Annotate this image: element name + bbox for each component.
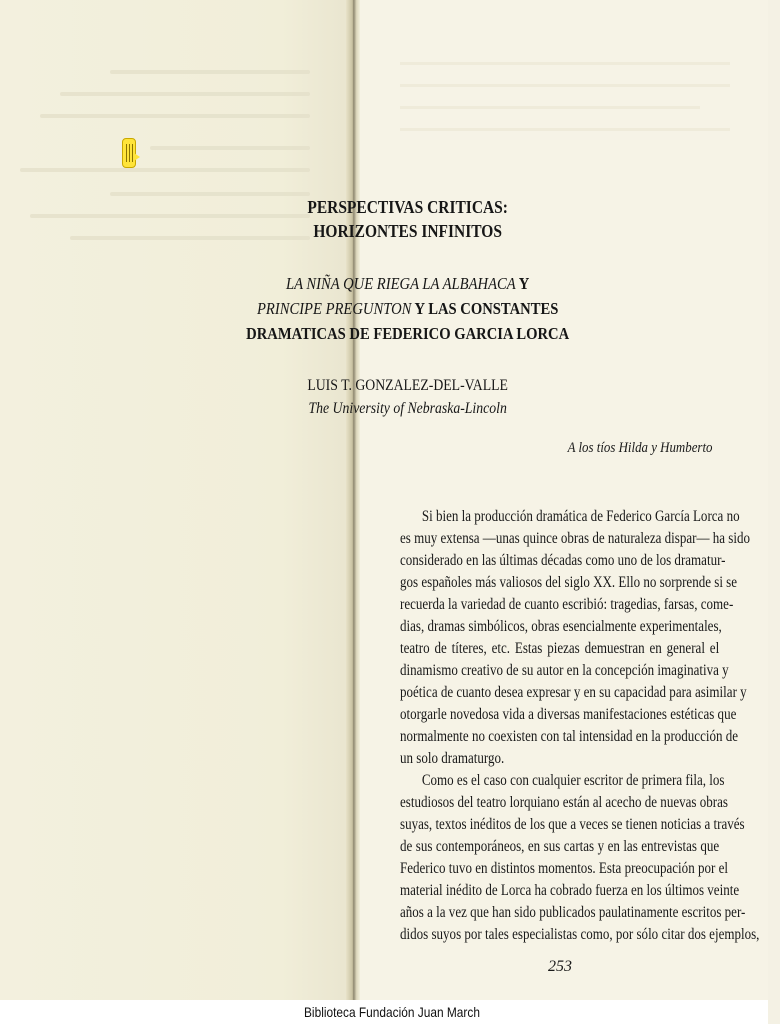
body-line: Federico tuvo en distintos momentos. Esta preocupación por el	[400, 860, 728, 877]
article-title-rest: Y LAS CONSTANTES	[411, 299, 559, 318]
body-line: estudiosos del teatro lorquiano están al acecho de nuevas obras	[400, 794, 728, 811]
bleed-through-line	[150, 146, 310, 150]
body-line: Si bien la producción dramática de Federico García Lorca no	[421, 508, 740, 525]
article-title-line-2	[77, 298, 737, 320]
dedication: A los tíos Hilda y Humberto	[567, 440, 712, 456]
body-line: considerado en las últimas décadas como uno de los dramatur-	[400, 552, 726, 569]
author-affiliation: The University of Nebraska-Lincoln	[308, 400, 507, 417]
body-line: teatro de títeres, etc. Estas piezas demuestran en general el	[400, 640, 720, 657]
section-title-line-2: HORIZONTES INFINITOS	[313, 221, 502, 241]
bleed-through-line	[20, 168, 310, 172]
bleed-through-line	[40, 114, 310, 118]
body-line: gos españoles más valiosos del siglo XX. Ello no sorprende si se	[400, 574, 738, 591]
bleed-through-line	[110, 70, 310, 74]
author-name: LUIS T. GONZALEZ-DEL-VALLE	[307, 377, 508, 394]
article-title-line-3: DRAMATICAS DE FEDERICO GARCIA LORCA	[246, 324, 570, 343]
article-title-rest: Y	[515, 274, 530, 293]
body-line: poética de cuanto desea expresar y en su capacidad para asimilar y	[400, 684, 747, 701]
body-line: suyas, textos inéditos de los que a veces se tienen noticias a través	[400, 816, 745, 833]
book-gutter	[346, 0, 360, 1000]
article-title-italic: LA NIÑA QUE RIEGA LA ALBAHACA	[285, 274, 516, 293]
left-page	[0, 0, 352, 1000]
body-line: dinamismo creativo de su autor en la concepción imaginativa y	[400, 662, 729, 679]
article-title-italic: PRINCIPE PREGUNTON	[256, 299, 412, 318]
body-line: es muy extensa —unas quince obras de naturaleza dispar— ha sido	[400, 530, 750, 547]
bleed-through-line	[60, 92, 310, 96]
bleed-through-line	[400, 62, 730, 65]
article-title-line-1	[77, 273, 737, 295]
body-line: material inédito de Lorca ha cobrado fuerza en los últimos veinte	[400, 882, 740, 899]
body-line: de sus contemporáneos, en sus cartas y en las entrevistas que	[400, 838, 720, 855]
bleed-through-line	[400, 128, 730, 131]
section-title-line-1: PERSPECTIVAS CRITICAS:	[307, 197, 508, 217]
body-line: años a la vez que han sido publicados paulatinamente escritos per-	[400, 904, 746, 921]
body-line: didos suyos por tales especialistas como, por sólo citar dos ejemplos,	[400, 926, 760, 943]
body-line: normalmente no coexisten con tal intensidad en la producción de	[400, 728, 739, 745]
bleed-through-line	[400, 84, 730, 87]
body-line: dias, dramas simbólicos, obras esencialmente experimentales,	[400, 618, 722, 635]
page-number: 253	[548, 958, 572, 975]
bleed-through-line	[400, 106, 700, 109]
body-line: Como es el caso con cualquier escritor de primera fila, los	[421, 772, 725, 789]
body-line: recuerda la variedad de cuanto escribió: tragedias, farsas, come-	[400, 596, 734, 613]
body-line: un solo dramaturgo.	[400, 750, 505, 767]
body-line: otorgarle novedosa vida a diversas manifestaciones estéticas que	[400, 706, 737, 723]
library-credit: Biblioteca Fundación Juan March	[304, 1004, 480, 1020]
sticky-note-icon[interactable]	[122, 138, 136, 168]
